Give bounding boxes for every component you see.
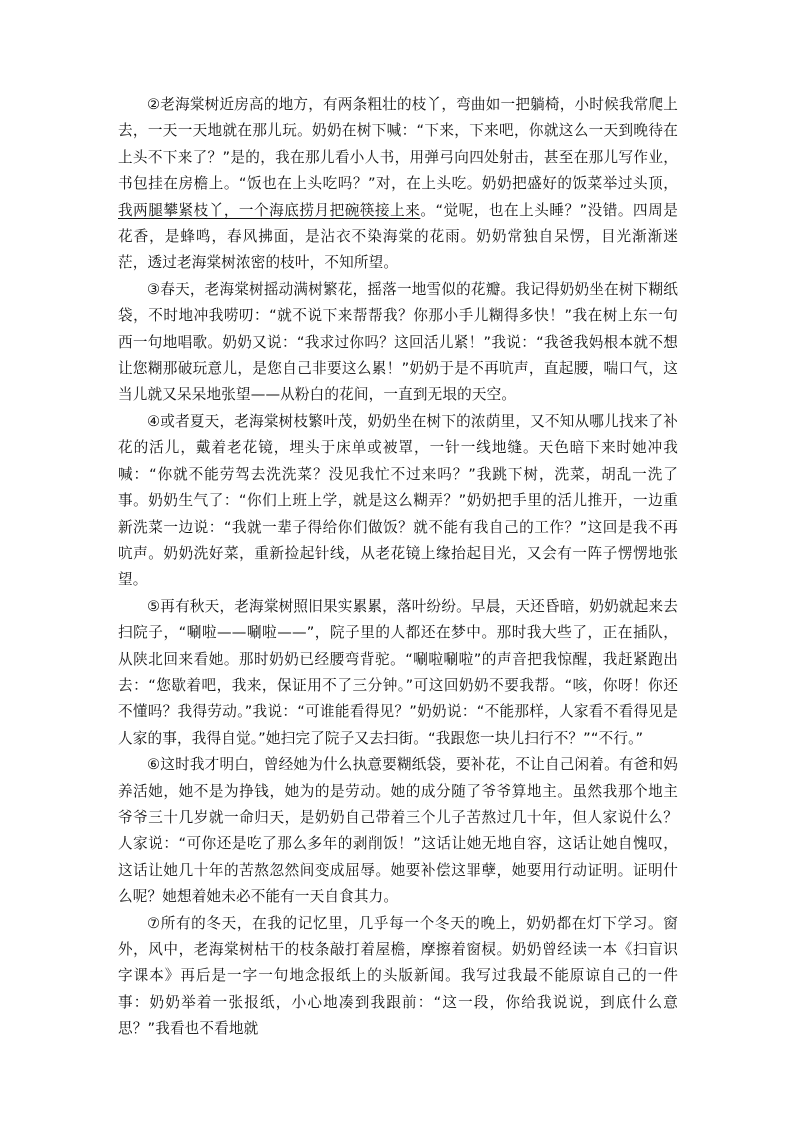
paragraph-2: [118, 92, 678, 277]
paragraph-6: [118, 752, 678, 910]
paragraph-4-text: ④或者夏天，老海棠树枝繁叶茂，奶奶坐在树下的浓荫里，又不知从哪儿找来了补花的活儿，戴着老花镜，埋头于床单或被罩，一针一线地缝。天色暗下来时她冲我喊：“你就不能劳驾去洗洗菜？没见我忙不过来吗？”我跳下树，洗菜，胡乱一洗了事。奶奶生气了：“你们上班上学，就是这么糊弄？”奶奶把手里的活儿推开，一边重新洗菜一边说：“我就一辈子得给你们做饭？就不能有我自己的工作？”这回是我不再吭声。奶奶洗好菜，重新捡起针线，从老花镜上缘抬起目光，又会有一阵子愣愣地张望。: [118, 412, 678, 589]
paragraph-2-text-b: 。“觉呢，也在上头睡？”没错。四周是花香，是蜂鸣，春风拂面，是沾衣不染海棠的花雨。奶奶常独自呆愣，目光渐渐迷茫，透过老海棠树浓密的枝叶，不知所望。: [118, 201, 678, 272]
paragraph-3: [118, 277, 678, 409]
paragraph-4: [118, 409, 678, 594]
paragraph-7-text: ⑦所有的冬天，在我的记忆里，几乎每一个冬天的晚上，奶奶都在灯下学习。窗外，风中，老海棠树枯干的枝条敲打着屋檐，摩擦着窗棂。奶奶曾经读一本《扫盲识字课本》再后是一字一句地念报纸上的头版新闻。我写过我最不能原谅自己的一件事：奶奶举着一张报纸，小心地凑到我跟前：“这一段，你给我说说，到底什么意思？”我看也不看地就: [118, 914, 678, 1038]
paragraph-2-underlined-sentence: 我两腿攀紧枝丫，一个海底捞月把碗筷接上来: [118, 201, 421, 219]
paragraph-2-text-a: ②老海棠树近房高的地方，有两条粗壮的枝丫，弯曲如一把躺椅，小时候我常爬上去，一天一天地就在那儿玩。奶奶在树下喊：“下来，下来吧，你就这么一天到晚待在上头不下来了？”是的，我在那儿看小人书，用弹弓向四处射击，甚至在那儿写作业，书包挂在房檐上。“饭也在上头吃吗？”对，在上头吃。奶奶把盛好的饭菜举过头顶，: [118, 96, 678, 193]
paragraph-5-text: ⑤再有秋天，老海棠树照旧果实累累，落叶纷纷。早晨，天还昏暗，奶奶就起来去扫院子，“唰啦——唰啦——”，院子里的人都还在梦中。那时我大些了，正在插队，从陕北回来看她。那时奶奶已经腰弯背驼。“唰啦唰啦”的声音把我惊醒，我赶紧跑出去：“您歇着吧，我来，保证用不了三分钟。”可这回奶奶不要我帮。“咳，你呀！你还不懂吗？我得劳动。”我说：“可谁能看得见？”奶奶说：“不能那样，人家看不看得见是人家的事，我得自觉。”她扫完了院子又去扫街。“我跟您一块儿扫行不？”“不行。”: [118, 597, 678, 747]
paragraph-6-text: ⑥这时我才明白，曾经她为什么执意要糊纸袋，要补花，不让自己闲着。有爸和妈养活她，她不是为挣钱，她为的是劳动。她的成分随了爷爷算地主。虽然我那个地主爷爷三十几岁就一命归天，是奶奶自己带着三个儿子苦熬过几十年，但人家说什么？人家说：“可你还是吃了那么多年的剥削饭！”这话让她无地自容，这话让她自愧叹，这话让她几十年的苦熬忽然间变成屈辱。她要补偿这罪孽，她要用行动证明。证明什么呢？她想着她未必不能有一天自食其力。: [118, 756, 678, 906]
paragraph-7: [118, 911, 678, 1043]
paragraph-3-text: ③春天，老海棠树摇动满树繁花，摇落一地雪似的花瓣。我记得奶奶坐在树下糊纸袋，不时地冲我唠叨：“就不说下来帮帮我？你那小手儿糊得多快！”我在树上东一句西一句地唱歌。奶奶又说：“我求过你吗？这回活儿紧！”我说：“我爸我妈根本就不想让您糊那破玩意儿，是您自己非要这么累！”奶奶于是不再吭声，直起腰，喘口气，这当儿就又呆呆地张望——从粉白的花间，一直到无垠的天空。: [118, 280, 678, 404]
paragraph-5: [118, 594, 678, 752]
article-body: [118, 92, 678, 1043]
